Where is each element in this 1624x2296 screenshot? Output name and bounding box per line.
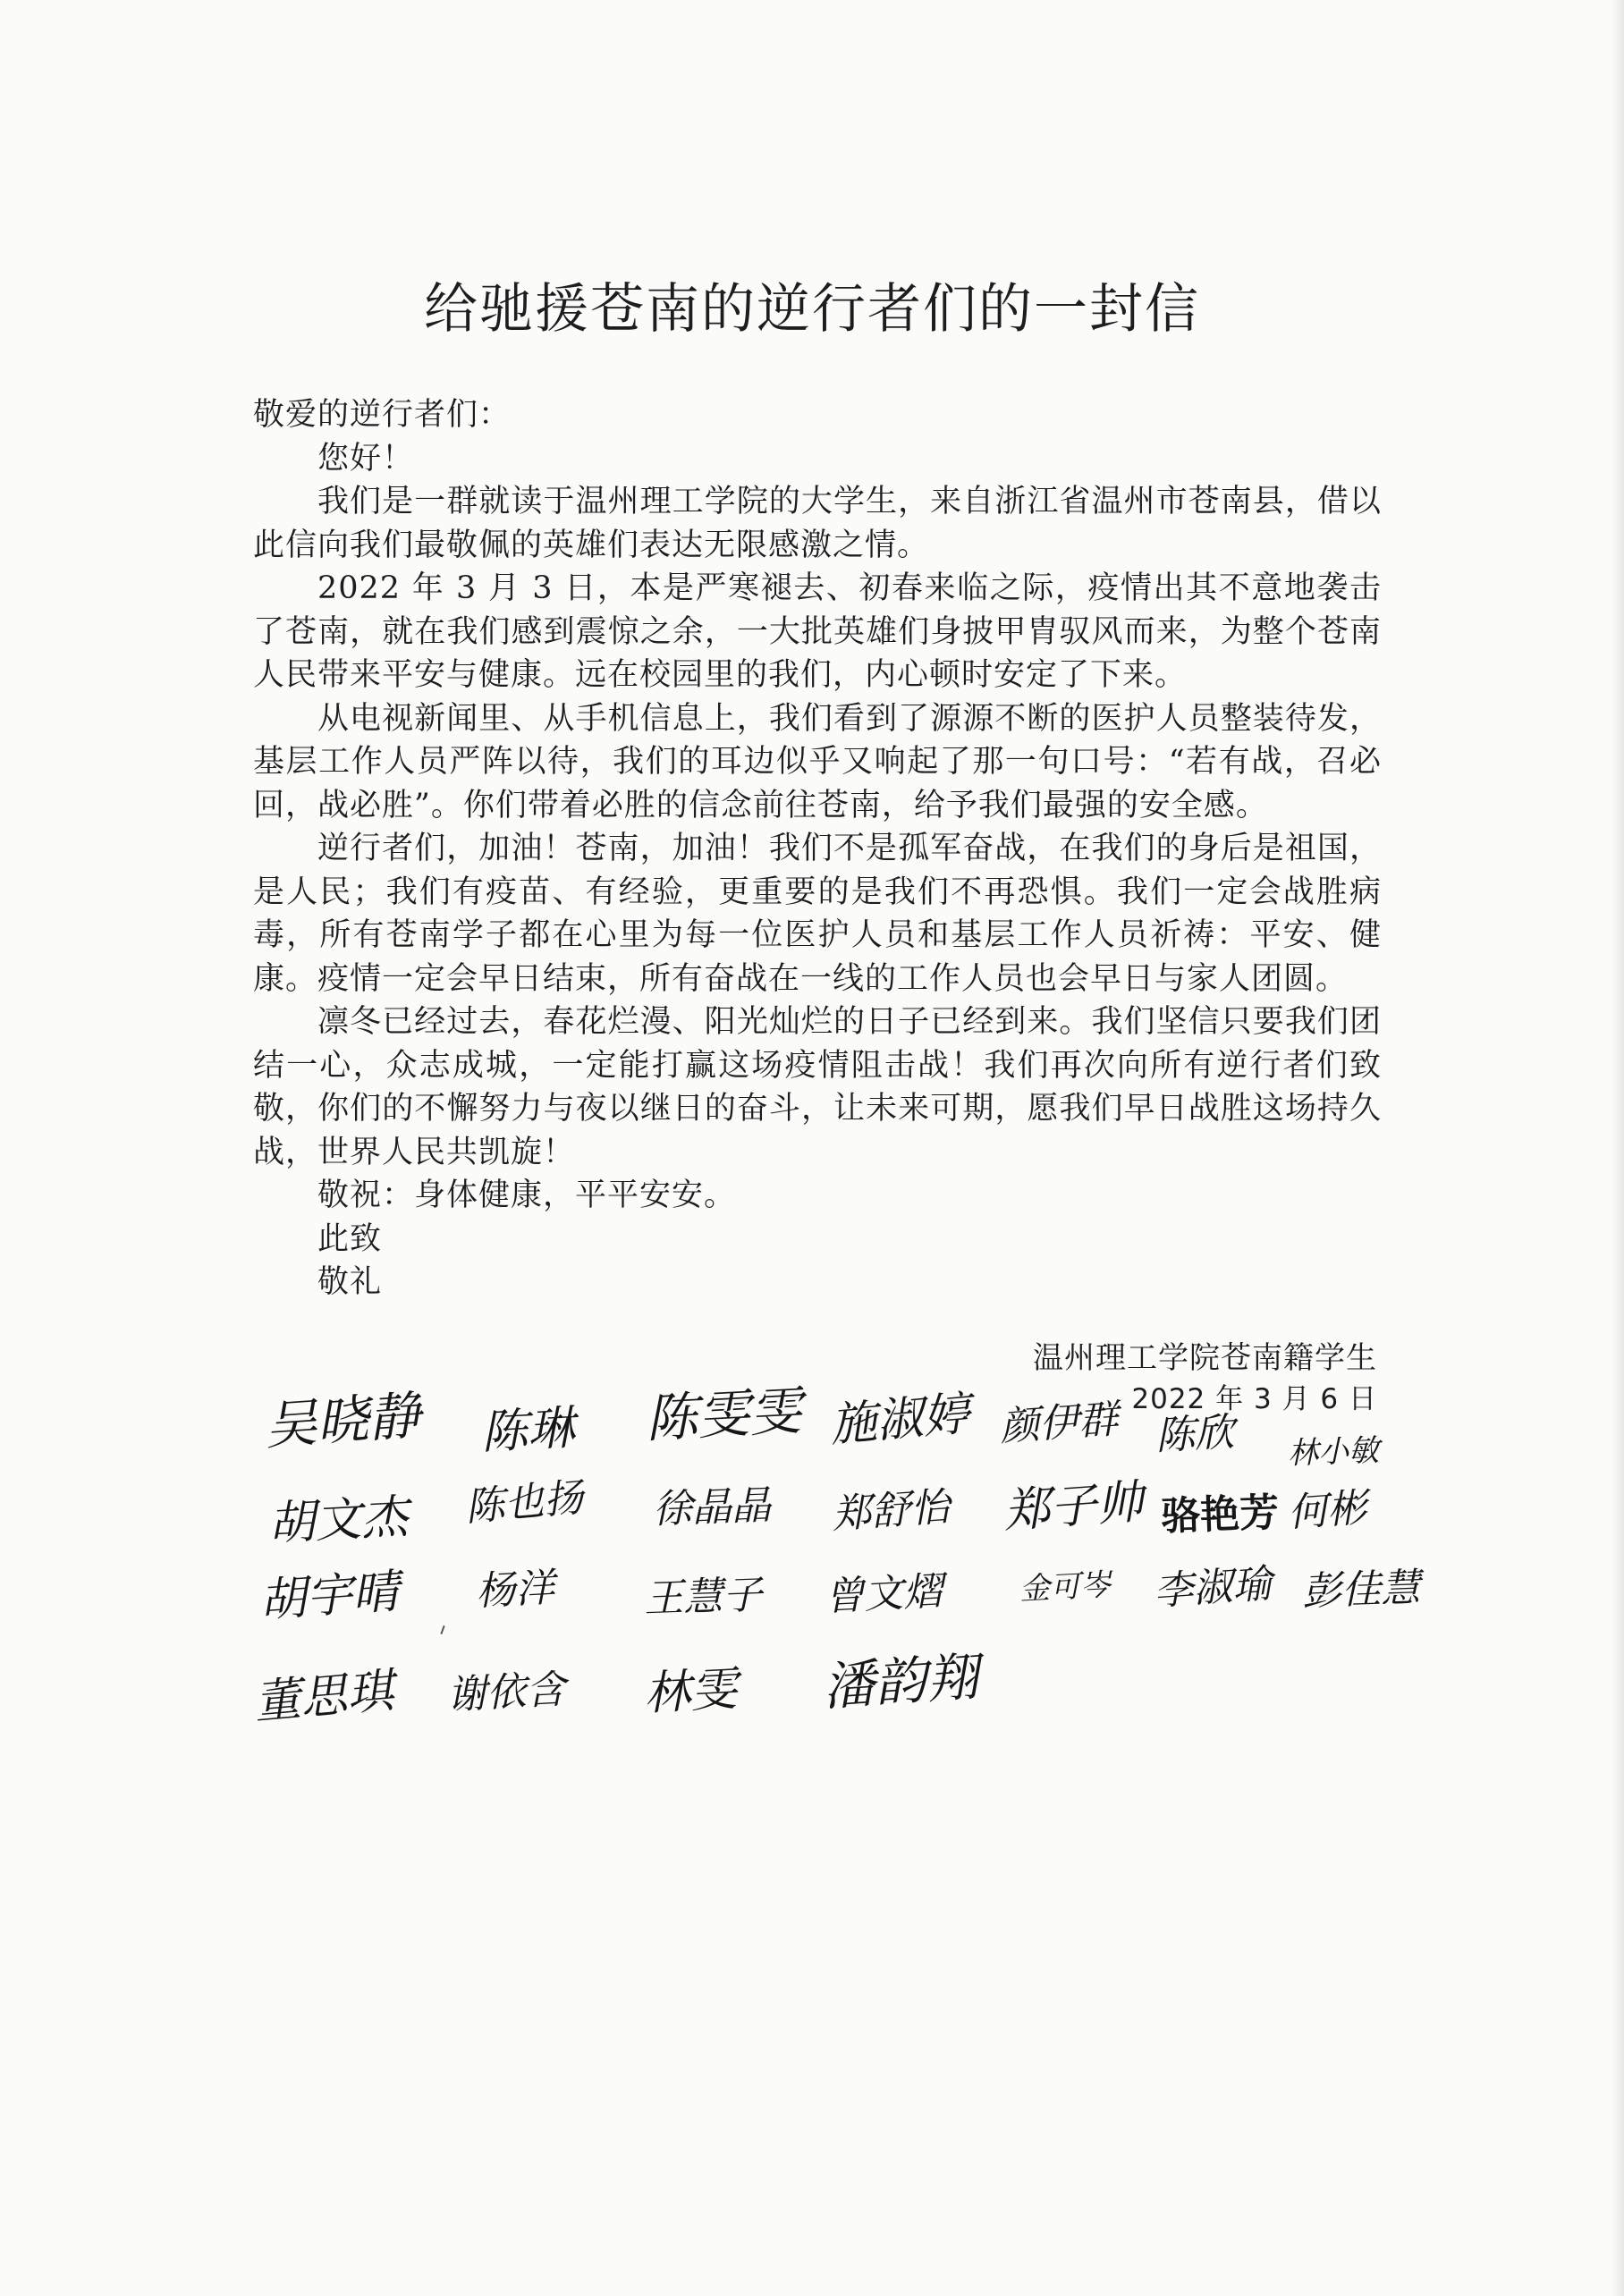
- paragraph-outbreak: 2022 年 3 月 3 日，本是严寒褪去、初春来临之际，疫情出其不意地袭击了苍南，就在我们感到震惊之余，一大批英雄们身披甲胄驭风而来，为整个苍南人民带来平安与健康。远在校园里的我们，内心顿时安定了下来。: [253, 570, 1382, 693]
- signature: 骆艳芳: [1160, 1490, 1280, 1540]
- closing-cizhi: 此致: [317, 1220, 383, 1257]
- signature: 林雯: [642, 1662, 739, 1721]
- signature: 李淑瑜: [1152, 1560, 1273, 1615]
- pen-mark: [440, 1625, 444, 1634]
- paragraph-cheer: 逆行者们，加油！苍南，加油！我们不是孤军奋战，在我们的身后是祖国，是人民；我们有疫苗、有经验，更重要的是我们不再恐惧。我们一定会战胜病毒，所有苍南学子都在心里为每一位医护人员和基层工作人员祈祷：平安、健康。疫情一定会早日结束，所有奋战在一线的工作人员也会早日与家人团圆。: [253, 831, 1382, 997]
- salutation: 敬爱的逆行者们：: [253, 397, 512, 433]
- page-edge-shadow: [1611, 0, 1624, 2296]
- signature: 施淑婷: [827, 1387, 972, 1453]
- signature: 林小敏: [1287, 1432, 1380, 1472]
- signature: 胡宇晴: [258, 1565, 402, 1628]
- signature: 陈琳: [479, 1401, 576, 1460]
- signature: 陈雯雯: [644, 1380, 803, 1449]
- signature: 曾文熠: [823, 1568, 944, 1620]
- signature: 陈也扬: [463, 1474, 586, 1531]
- sender-name: 温州理工学院苍南籍学生: [1033, 1340, 1377, 1376]
- greeting: 您好！: [317, 440, 415, 477]
- paragraph-news: 从电视新闻里、从手机信息上，我们看到了源源不断的医护人员整装待发，基层工作人员严阵以待，我们的耳边似乎又响起了那一句口号：“若有战，召必回，战必胜”。你们带着必胜的信念前往苍南，给予我们最强的安全感。: [253, 700, 1382, 823]
- paragraph-hope: 凛冬已经过去，春花烂漫、阳光灿烂的日子已经到来。我们坚信只要我们团结一心，众志成城，一定能打赢这场疫情阻击战！我们再次向所有逆行者们致敬，你们的不懈努力与夜以继日的奋斗，让未来可期，愿我们早日战胜这场持久战，世界人民共凯旋！: [253, 1004, 1382, 1170]
- signature: 陈欣: [1154, 1409, 1236, 1459]
- signature: 王慧子: [643, 1572, 763, 1622]
- signature: 颜伊群: [998, 1396, 1120, 1450]
- signature: 杨洋: [474, 1565, 556, 1615]
- wishes: 敬祝：身体健康，平平安安。: [317, 1178, 737, 1213]
- letter-title: 给驰援苍南的逆行者们的一封信: [424, 278, 1200, 341]
- signature: 胡文杰: [266, 1490, 410, 1551]
- signature: 金可岑: [1019, 1566, 1112, 1608]
- signature: 郑舒怡: [830, 1483, 952, 1538]
- signature: 郑子帅: [1002, 1475, 1146, 1539]
- signature: 董思琪: [251, 1664, 396, 1730]
- signature: 吴晓静: [262, 1384, 423, 1456]
- signature: 徐晶晶: [652, 1482, 772, 1532]
- letter-body: [253, 393, 1382, 1304]
- signature: 谢依含: [445, 1667, 567, 1718]
- signature: 潘韵翔: [820, 1645, 981, 1718]
- signature: 彭佳慧: [1301, 1565, 1421, 1615]
- signature: 何彬: [1286, 1484, 1368, 1536]
- letter-date: 2022 年 3 月 6 日: [1131, 1383, 1377, 1415]
- paragraph-intro: 我们是一群就读于温州理工学院的大学生，来自浙江省温州市苍南县，借以此信向我们最敬佩的英雄们表达无限感激之情。: [253, 484, 1382, 563]
- closing-jingli: 敬礼: [317, 1264, 383, 1300]
